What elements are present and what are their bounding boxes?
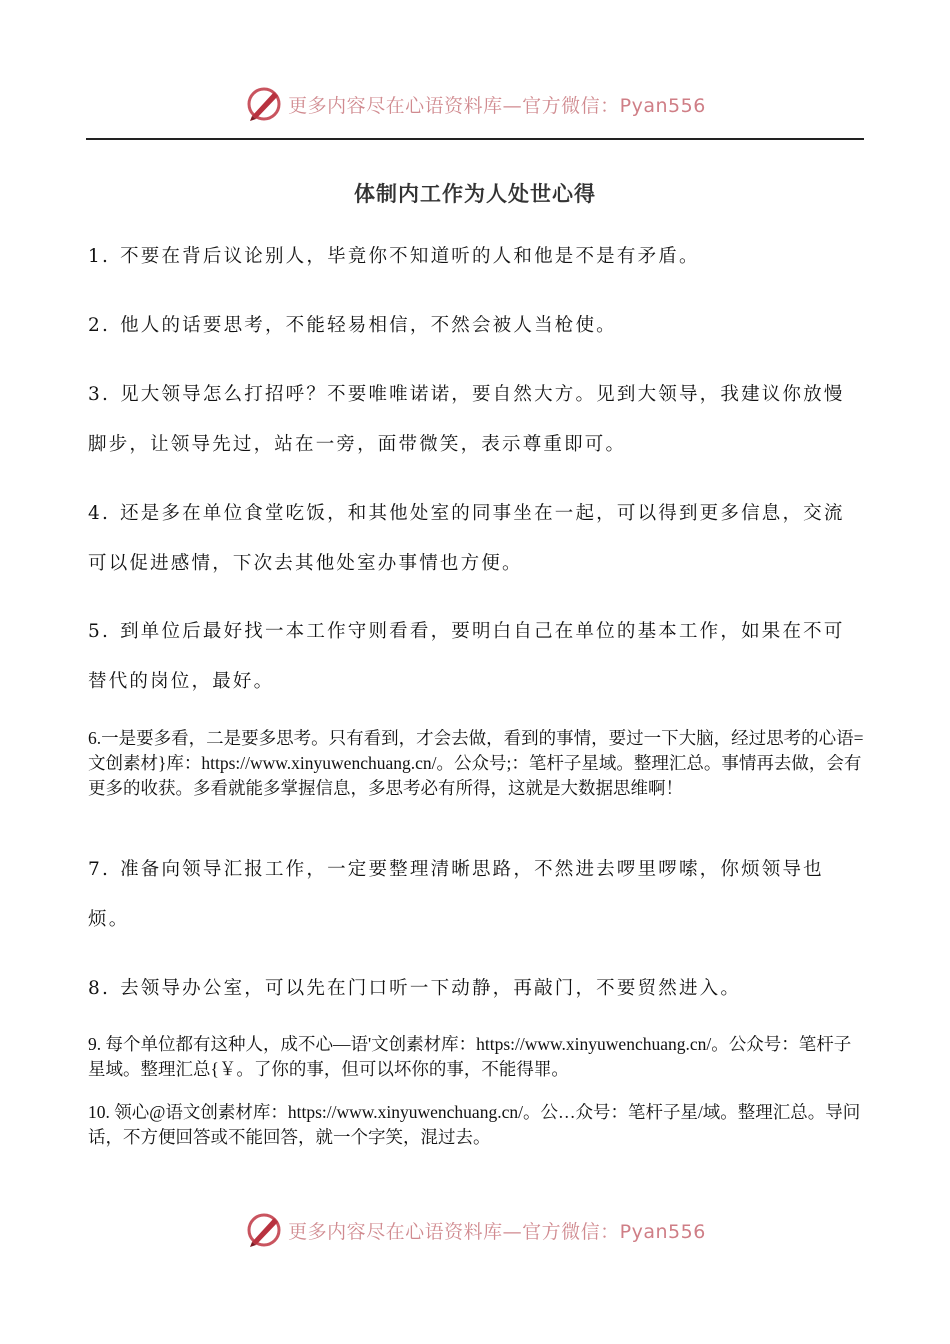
header-rule — [86, 138, 864, 140]
list-item-3: 3. 见大领导怎么打招呼？不要唯唯诺诺，要自然大方。见到大领导，我建议你放慢脚步，让领导先过，站在一旁，面带微笑，表示尊重即可。 — [88, 384, 845, 455]
banner-text: 更多内容尽在心语资料库—官方微信：Pyan556 — [288, 94, 706, 117]
list-item-9: 9. 每个单位都有这种人，成不心—语'文创素材库：https://www.xinyuwenchuang.cn/。公众号：笔杆子星域。整理汇总{￥。了你的事，但可以坏你的事，不能得罪。 — [88, 1034, 852, 1079]
wechat-id: Pyan556 — [619, 94, 706, 117]
list-item-8: 8. 去领导办公室，可以先在门口听一下动静，再敲门，不要贸然进入。 — [88, 978, 742, 999]
list-item-6: 6.一是要多看，二是要多思考。只有看到，才会去做，看到的事情，要过一下大脑，经过思考的心语=文创素材}库：https://www.xinyuwenchuang.cn/。公众号;：笔杆子星域。整理汇总。事情再去做，会有更多的收获。多看就能多掌握信息，多思考必有所得，这就是大数据思维啊！ — [88, 728, 864, 798]
document-title: 体制内工作为人处世心得 — [354, 181, 596, 206]
footer-banner — [0, 1206, 950, 1254]
list-item-5: 5. 到单位后最好找一本工作守则看看，要明白自己在单位的基本工作，如果在不可替代的岗位，最好。 — [88, 621, 845, 692]
list-item-7: 7. 准备向领导汇报工作，一定要整理清晰思路，不然进去啰里啰嗦，你烦领导也烦。 — [88, 859, 824, 930]
list-item-4: 4. 还是多在单位食堂吃饭，和其他处室的同事坐在一起，可以得到更多信息，交流可以促进感情，下次去其他处室办事情也方便。 — [88, 503, 845, 574]
pen-logo-icon — [244, 1210, 284, 1250]
banner-text: 更多内容尽在心语资料库—官方微信：Pyan556 — [288, 1220, 706, 1243]
pen-logo-icon — [244, 84, 284, 124]
header-banner — [0, 80, 950, 128]
list-item-10: 10. 领心@语文创素材库：https://www.xinyuwenchuang.cn/。公…众号：笔杆子星/域。整理汇总。导问话，不方便回答或不能回答，就一个字笑，混过去。 — [88, 1102, 861, 1147]
list-item-1: 1. 不要在背后议论别人，毕竟你不知道听的人和他是不是有矛盾。 — [88, 246, 700, 267]
list-item-2: 2. 他人的话要思考，不能轻易相信，不然会被人当枪使。 — [88, 315, 617, 336]
wechat-id: Pyan556 — [619, 1220, 706, 1243]
